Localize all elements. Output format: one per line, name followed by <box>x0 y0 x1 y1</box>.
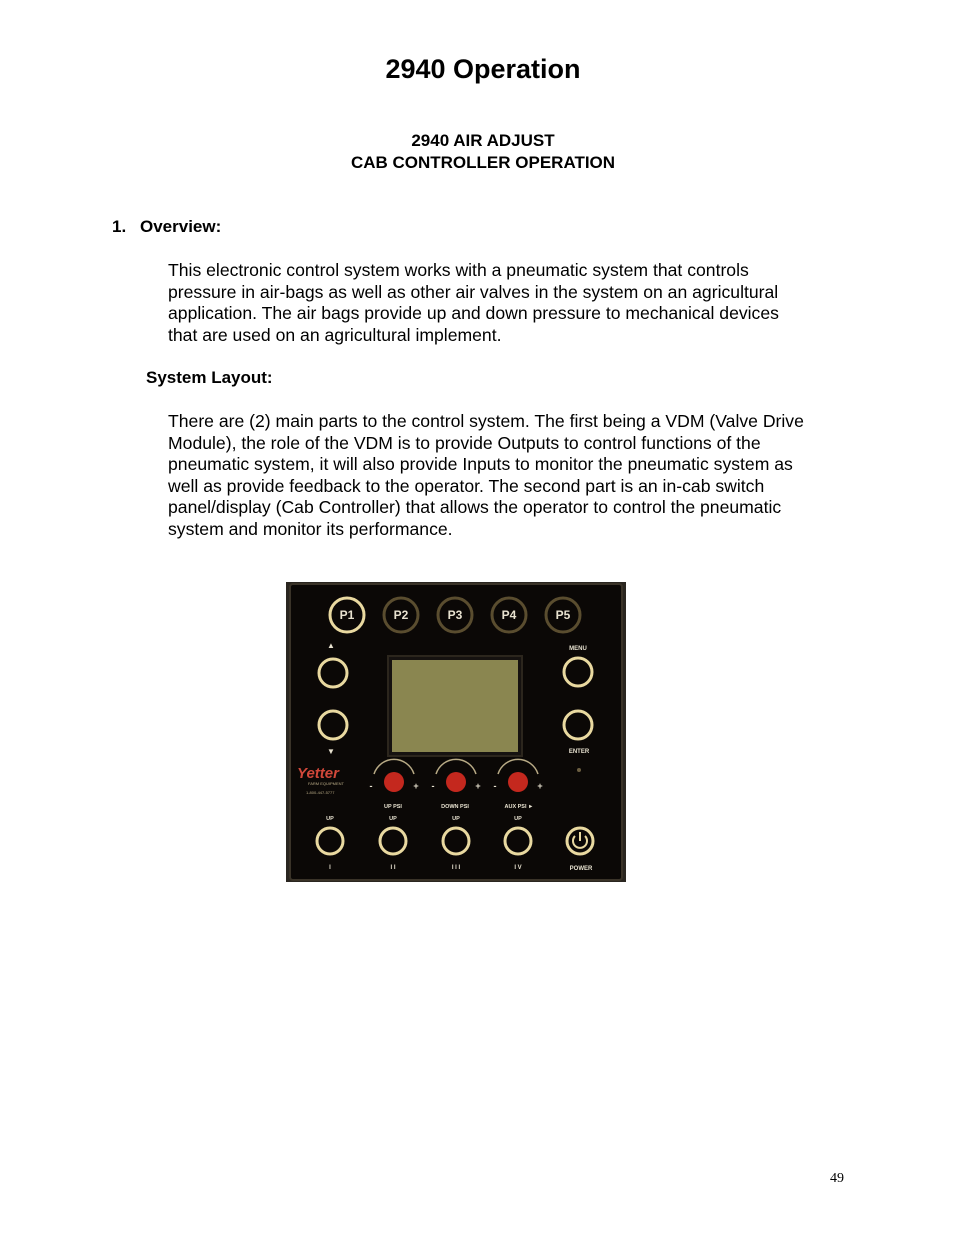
indicator-led <box>577 768 581 772</box>
svg-text:UP: UP <box>326 816 334 822</box>
paragraph-line: Module), the role of the VDM is to provide Outputs to control functions of the <box>168 432 761 453</box>
enter-label: ENTER <box>568 749 590 755</box>
overview-heading-text: Overview: <box>140 217 222 236</box>
paragraph-line: pressure in air-bags as well as other air valves in the system on an agricultural <box>168 281 779 302</box>
paragraph-line: This electronic control system works with a pneumatic system that controls <box>168 260 749 280</box>
overview-paragraph <box>168 260 868 346</box>
system-layout-paragraph <box>168 411 868 541</box>
paragraph-line: pneumatic system, it will also provide Inputs to monitor the pneumatic system as <box>168 454 793 475</box>
svg-text:-: - <box>493 781 497 791</box>
svg-text:-: - <box>431 781 435 791</box>
up-arrow-icon: ▲ <box>327 641 335 650</box>
svg-text:I V: I V <box>514 865 522 871</box>
brand-tagline: FARM EQUIPMENT <box>308 781 345 786</box>
knob-label: DOWN PSI <box>441 804 469 810</box>
brand-phone: 1-800-447-5777 <box>306 790 335 795</box>
lcd-screen <box>392 660 518 752</box>
knob-label: UP PSI <box>384 804 402 810</box>
cab-controller-image <box>286 582 626 882</box>
paragraph-line: panel/display (Cab Controller) that allows the operator to control the pneumatic <box>168 497 782 518</box>
svg-text:I: I <box>329 865 331 871</box>
overview-number: 1. <box>112 217 127 236</box>
paragraph-line: that are used on an agricultural implement. <box>168 324 502 345</box>
overview-heading <box>112 217 221 237</box>
menu-label: MENU <box>569 646 587 652</box>
svg-text:-: - <box>369 781 373 791</box>
svg-text:I I: I I <box>390 865 396 871</box>
yetter-logo: Yetter <box>297 765 339 782</box>
section-subtitle-line1: 2940 AIR ADJUST <box>411 131 555 150</box>
paragraph-line: There are (2) main parts to the control system. The first being a VDM (Valve Drive <box>168 411 804 431</box>
svg-text:P4: P4 <box>501 608 517 622</box>
page-number: 49 <box>830 1171 844 1186</box>
svg-text:I I I: I I I <box>451 865 461 871</box>
page-title: 2940 Operation <box>385 54 581 84</box>
system-layout-heading: System Layout: <box>146 368 273 387</box>
paragraph-line: system and monitor its performance. <box>168 518 453 539</box>
power-label: POWER <box>569 866 593 872</box>
svg-text:UP: UP <box>389 816 397 822</box>
svg-text:P1: P1 <box>339 608 355 622</box>
section-subtitle-line2: CAB CONTROLLER OPERATION <box>350 153 616 172</box>
knob-label: AUX PSI ► <box>504 804 534 810</box>
down-arrow-icon: ▼ <box>327 747 335 756</box>
svg-text:P2: P2 <box>393 608 409 622</box>
svg-text:+: + <box>475 781 481 791</box>
svg-text:P5: P5 <box>555 608 571 622</box>
svg-text:P3: P3 <box>447 608 463 622</box>
paragraph-line: application. The air bags provide up and down pressure to mechanical devices <box>168 303 779 324</box>
svg-text:+: + <box>413 781 419 791</box>
svg-text:+: + <box>537 781 543 791</box>
paragraph-line: well as provide feedback to the operator. The second part is an in-cab switch <box>168 475 765 496</box>
svg-text:UP: UP <box>514 816 522 822</box>
svg-text:UP: UP <box>452 816 460 822</box>
